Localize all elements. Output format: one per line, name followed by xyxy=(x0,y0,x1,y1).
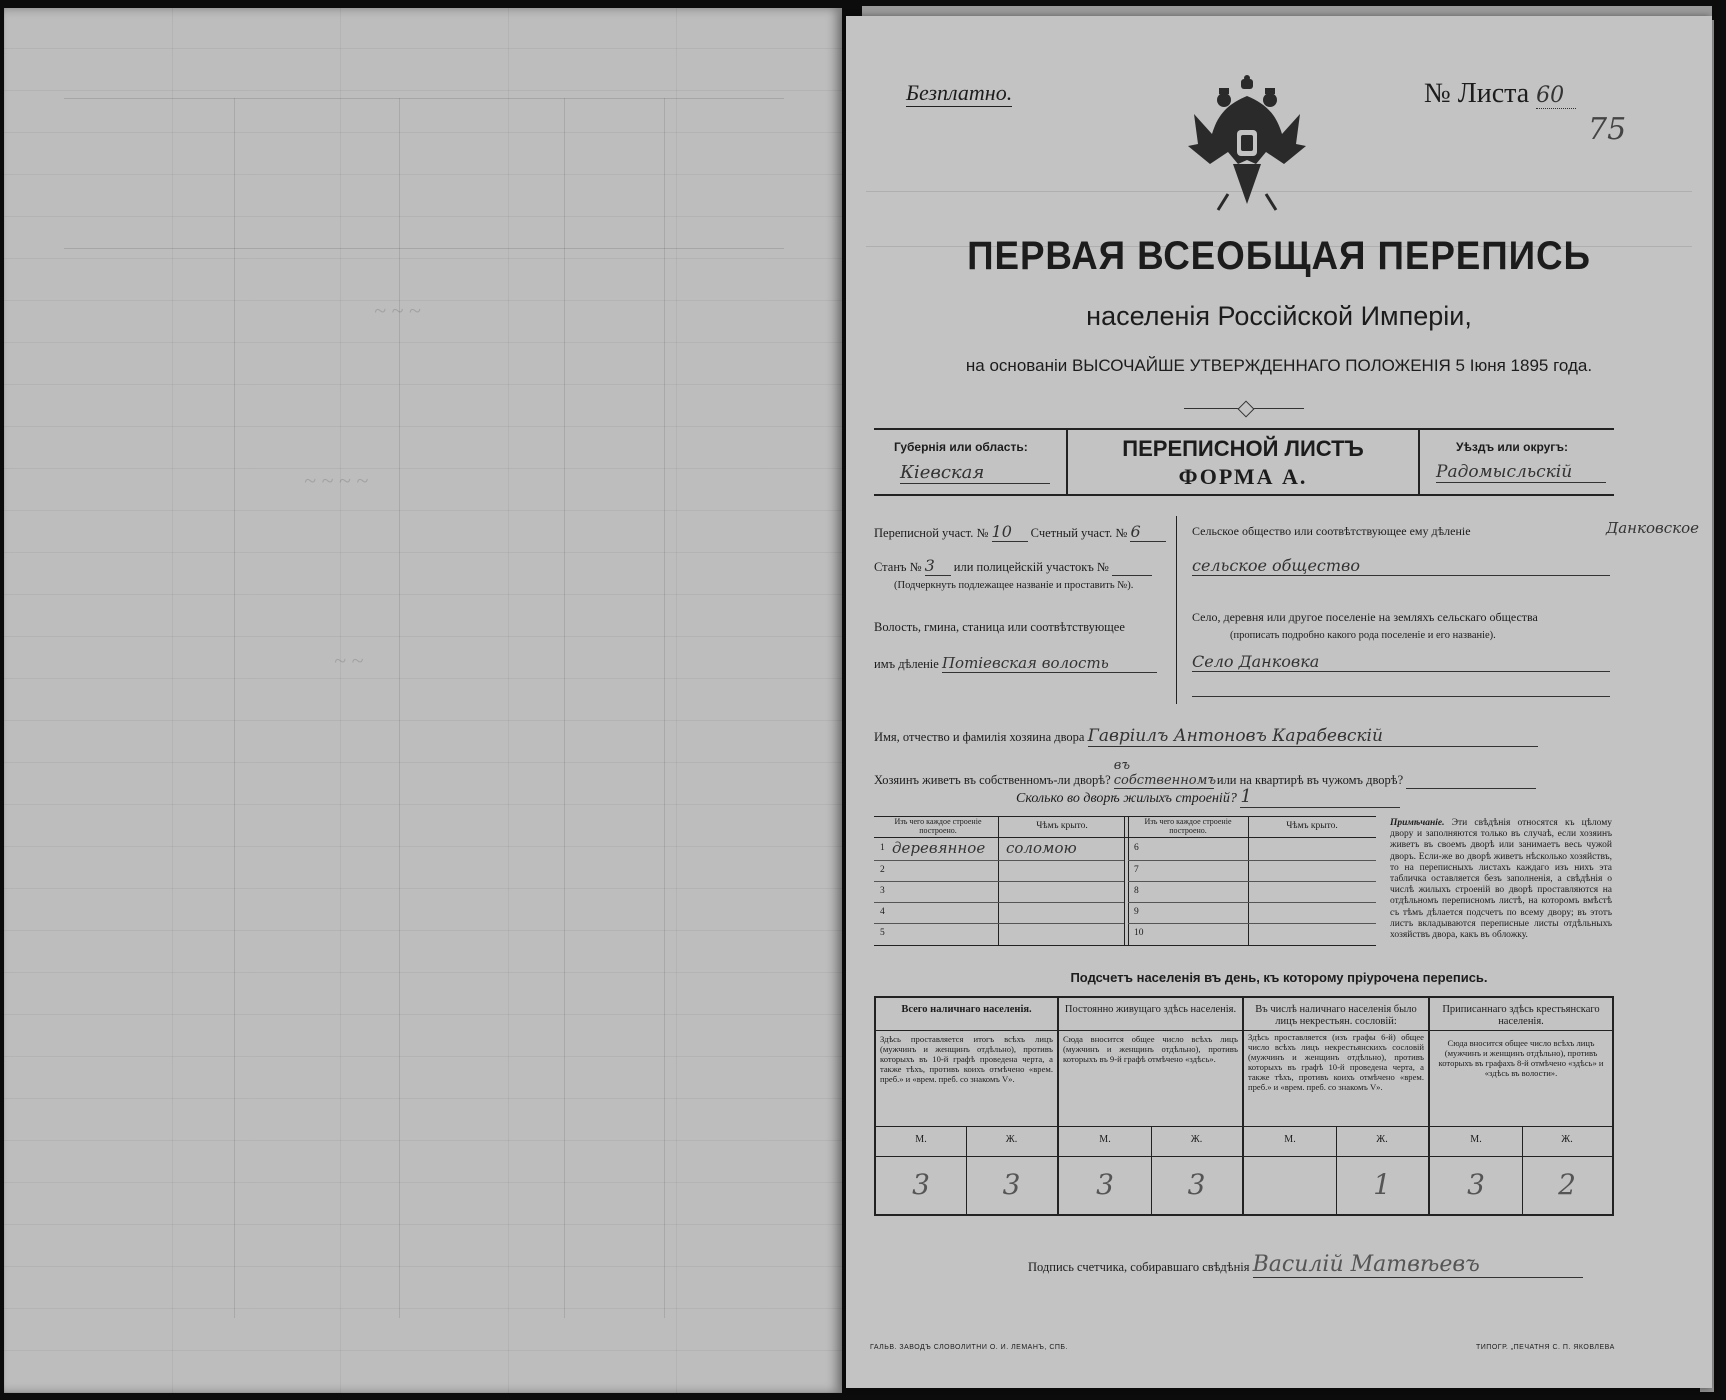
male-value: 3 xyxy=(1467,1168,1485,1201)
population-table xyxy=(874,996,1614,1216)
count-area-value: 6 xyxy=(1130,522,1166,542)
province-label: Губернія или область: xyxy=(894,440,1028,454)
divider xyxy=(1176,516,1177,704)
female-value: 1 xyxy=(1373,1168,1391,1201)
population-heading: Подсчетъ населенія въ день, къ которому пріурочена перепись. xyxy=(1070,970,1488,985)
male-label: М. xyxy=(1284,1134,1296,1145)
column-desc: Сюда вносится общее число всѣхъ лицъ (мужчинъ и женщинъ отдѣльно), противъ которыхъ въ графахъ 8-й отмѣчено «здѣсь» и «здѣсь въ волости». xyxy=(1438,1038,1604,1078)
col-roof-header: Чѣмъ крыто. xyxy=(1286,821,1338,831)
table-row xyxy=(1128,882,1376,903)
sheet-title: ПЕРЕПИСНОЙ ЛИСТЪ xyxy=(1122,436,1364,461)
double-headed-eagle-emblem xyxy=(1188,74,1306,214)
census-area-line: Переписной участ. № 10 Счетный участ. № 6 xyxy=(874,522,1166,542)
column-title: Постоянно живущаго здѣсь населенія. xyxy=(1064,1004,1237,1015)
district-value: Радомысльскій xyxy=(1436,462,1606,483)
society-label: Сельское общество или соотвѣтствующее ему дѣленіе xyxy=(1192,524,1471,538)
table-row xyxy=(1128,903,1376,924)
note-title: Примѣчаніе. xyxy=(1390,818,1445,828)
note-text: Эти свѣдѣнія относятся къ цѣлому двору и заполняются только въ случаѣ, если хозяинъ живетъ въ своемъ дворѣ или занимаетъ весь чужой дворъ. Если-же во дворѣ живетъ нѣсколько хозяйствъ, то на переписныхъ листахъ каждаго изъ нихъ эта табличка оставляется безъ заполненія, а свѣдѣнія о числѣ жилыхъ строеній во дворѣ проставляются на отдѣльномъ переписномъ листѣ, на которомъ вмѣстѣ съ тѣмъ дѣлается подсчетъ по всему двору; въ этотъ листъ вкладываются переписные листы отдѣльныхъ хозяйствъ двора, какъ въ обложку. xyxy=(1390,818,1612,941)
table-row xyxy=(874,924,1124,944)
female-value: 3 xyxy=(1187,1168,1206,1201)
male-label: М. xyxy=(915,1134,927,1145)
material-value: деревянное xyxy=(892,839,986,857)
ornament-diamond xyxy=(1238,401,1255,418)
village-value: Село Данковка xyxy=(1192,652,1610,672)
table-row xyxy=(1128,924,1376,944)
corner-number: 75 xyxy=(1588,112,1627,147)
main-title: ПЕРВАЯ ВСЕОБЩАЯ ПЕРЕПИСЬ xyxy=(967,234,1591,278)
population-column-permanent xyxy=(1059,998,1242,1214)
table-row xyxy=(874,903,1124,924)
row-number: 10 xyxy=(1134,928,1144,938)
col-material-header: Изъ чего каждое строеніе построено. xyxy=(1144,817,1232,835)
village-note: (прописать подробно какого рода поселеніе и его названіе). xyxy=(1230,630,1496,641)
owner-lives-value: въ собственномъ xyxy=(1113,758,1217,788)
printer-footer-right: ТИПОГР. „ПЕЧАТНЯ С. П. ЯКОВЛЕВА xyxy=(1476,1344,1615,1351)
male-value: 3 xyxy=(1096,1168,1114,1201)
blank-line xyxy=(1192,696,1610,697)
free-label: Безплатно. xyxy=(906,80,1013,105)
signature-value: Василій Матвѣевъ xyxy=(1253,1252,1583,1278)
female-label: Ж. xyxy=(1190,1134,1203,1145)
note xyxy=(1390,818,1612,941)
female-value: 2 xyxy=(1558,1168,1576,1201)
population-column-non-peasant xyxy=(1244,998,1428,1214)
roof-value: соломою xyxy=(1006,839,1077,857)
female-label: Ж. xyxy=(1005,1134,1018,1145)
table-row xyxy=(1128,861,1376,882)
row-number: 8 xyxy=(1134,886,1139,896)
volost-line: имъ дѣленіе Потіевская волость xyxy=(874,654,1157,673)
owner-name-line: Имя, отчество и фамилія хозяина двора Гавріилъ Антоновъ Карабевскій xyxy=(874,726,1538,747)
left-page-blank: ~ ~ ~ ~ ~ ~ ~ ~ ~ xyxy=(4,8,842,1393)
census-sheet-page xyxy=(846,16,1712,1388)
signature-line: Подпись счетчика, собиравшаго свѣдѣнія Василій Матвѣевъ xyxy=(1028,1252,1583,1278)
society-value-2: сельское общество xyxy=(1192,556,1610,576)
buildings-line: Сколько во дворѣ жилыхъ строеній? 1 xyxy=(1016,786,1400,808)
row-number: 3 xyxy=(880,886,885,896)
form-label: ФОРМА А. xyxy=(1178,464,1308,489)
table-row xyxy=(1128,839,1376,861)
census-area-value: 10 xyxy=(992,522,1028,542)
sheet-number-label: № Листа 60 xyxy=(1424,78,1576,110)
column-desc: Здѣсь проставляется (изъ графы 6-й) общее число всѣхъ лицъ некрестьянскихъ сословій (мужчинъ и женщинъ отдѣльно), противъ которыхъ въ графѣ 10-й проведена черта, а также тѣхъ, противъ коихъ отмѣчено «врем. преб.» и «врем. преб. со знакомъ V». xyxy=(1248,1032,1424,1092)
row-number: 6 xyxy=(1134,843,1139,853)
column-title: Приписаннаго здѣсь крестьянскаго населенія. xyxy=(1442,1004,1600,1027)
society-value-1: Данковское xyxy=(1606,519,1700,537)
divider xyxy=(874,837,1376,838)
divider xyxy=(1418,428,1420,494)
table-row xyxy=(874,839,1124,861)
male-value: 3 xyxy=(912,1168,930,1201)
stan-value: 3 xyxy=(925,556,951,576)
row-number: 5 xyxy=(880,928,885,938)
male-label: М. xyxy=(1470,1134,1482,1145)
table-row xyxy=(874,861,1124,882)
population-column-peasant xyxy=(1430,998,1612,1214)
row-number: 4 xyxy=(880,907,885,917)
district-label: Уѣздъ или округъ: xyxy=(1456,440,1569,454)
female-label: Ж. xyxy=(1376,1134,1388,1145)
sheet-number-value: 60 xyxy=(1536,83,1576,109)
basis-line: на основаніи ВЫСОЧАЙШЕ УТВЕРЖДЕННАГО ПОЛОЖЕНІЯ 5 Іюня 1895 года. xyxy=(965,356,1593,375)
printer-footer-left: ГАЛЬВ. ЗАВОДЪ СЛОВОЛИТНИ О. И. ЛЕМАНЪ, СПБ. xyxy=(870,1344,1068,1351)
row-number: 2 xyxy=(880,865,885,875)
owner-lives-line: Хозяинъ живетъ въ собственномъ-ли дворѣ? въ собственномъ или на квартирѣ въ чужомъ дворѣ? xyxy=(874,758,1536,789)
column-title: Въ числѣ наличнаго населенія было лицъ некрестьян. сословій: xyxy=(1255,1004,1417,1027)
volost-value: Потіевская волость xyxy=(942,654,1157,673)
row-number: 7 xyxy=(1134,865,1139,875)
row-number: 9 xyxy=(1134,907,1139,917)
table-row xyxy=(874,882,1124,903)
village-label: Село, деревня или другое поселеніе на земляхъ сельскаго общества xyxy=(1192,610,1538,624)
buildings-value: 1 xyxy=(1240,786,1400,808)
col-material-header: Изъ чего каждое строеніе построено. xyxy=(894,817,982,835)
col-roof-header: Чѣмъ крыто. xyxy=(1036,821,1088,831)
subtitle: населенія Россійской Имперіи, xyxy=(1086,301,1472,331)
column-desc: Здѣсь проставляется итогъ всѣхъ лицъ (мужчинъ и женщинъ отдѣльно), противъ которыхъ въ 10-й графѣ проведена черта, а также тѣхъ, противъ коихъ отмѣчено «врем. преб.» и «врем. преб. со знакомъ V». xyxy=(880,1034,1053,1084)
female-label: Ж. xyxy=(1561,1134,1573,1145)
stan-line: Станъ № 3 или полицейскій участокъ № xyxy=(874,556,1152,576)
volost-label: Волость, гмина, станица или соотвѣтствующее xyxy=(874,620,1125,634)
column-title: Всего наличнаго населенія. xyxy=(901,1004,1032,1015)
underline-note: (Подчеркнуть подлежащее названіе и проставить №). xyxy=(894,580,1134,591)
province-value: Кіевская xyxy=(900,462,1050,484)
row-number: 1 xyxy=(880,843,885,853)
female-value: 3 xyxy=(1002,1168,1021,1201)
column-desc: Сюда вносится общее число всѣхъ лицъ (мужчинъ и женщинъ отдѣльно), противъ которыхъ въ 9-й графѣ отмѣчено «здѣсь». xyxy=(1063,1034,1238,1064)
male-label: М. xyxy=(1099,1134,1111,1145)
owner-name-value: Гавріилъ Антоновъ Карабевскій xyxy=(1088,726,1538,747)
buildings-table xyxy=(874,816,1376,946)
population-column-total xyxy=(876,998,1057,1214)
